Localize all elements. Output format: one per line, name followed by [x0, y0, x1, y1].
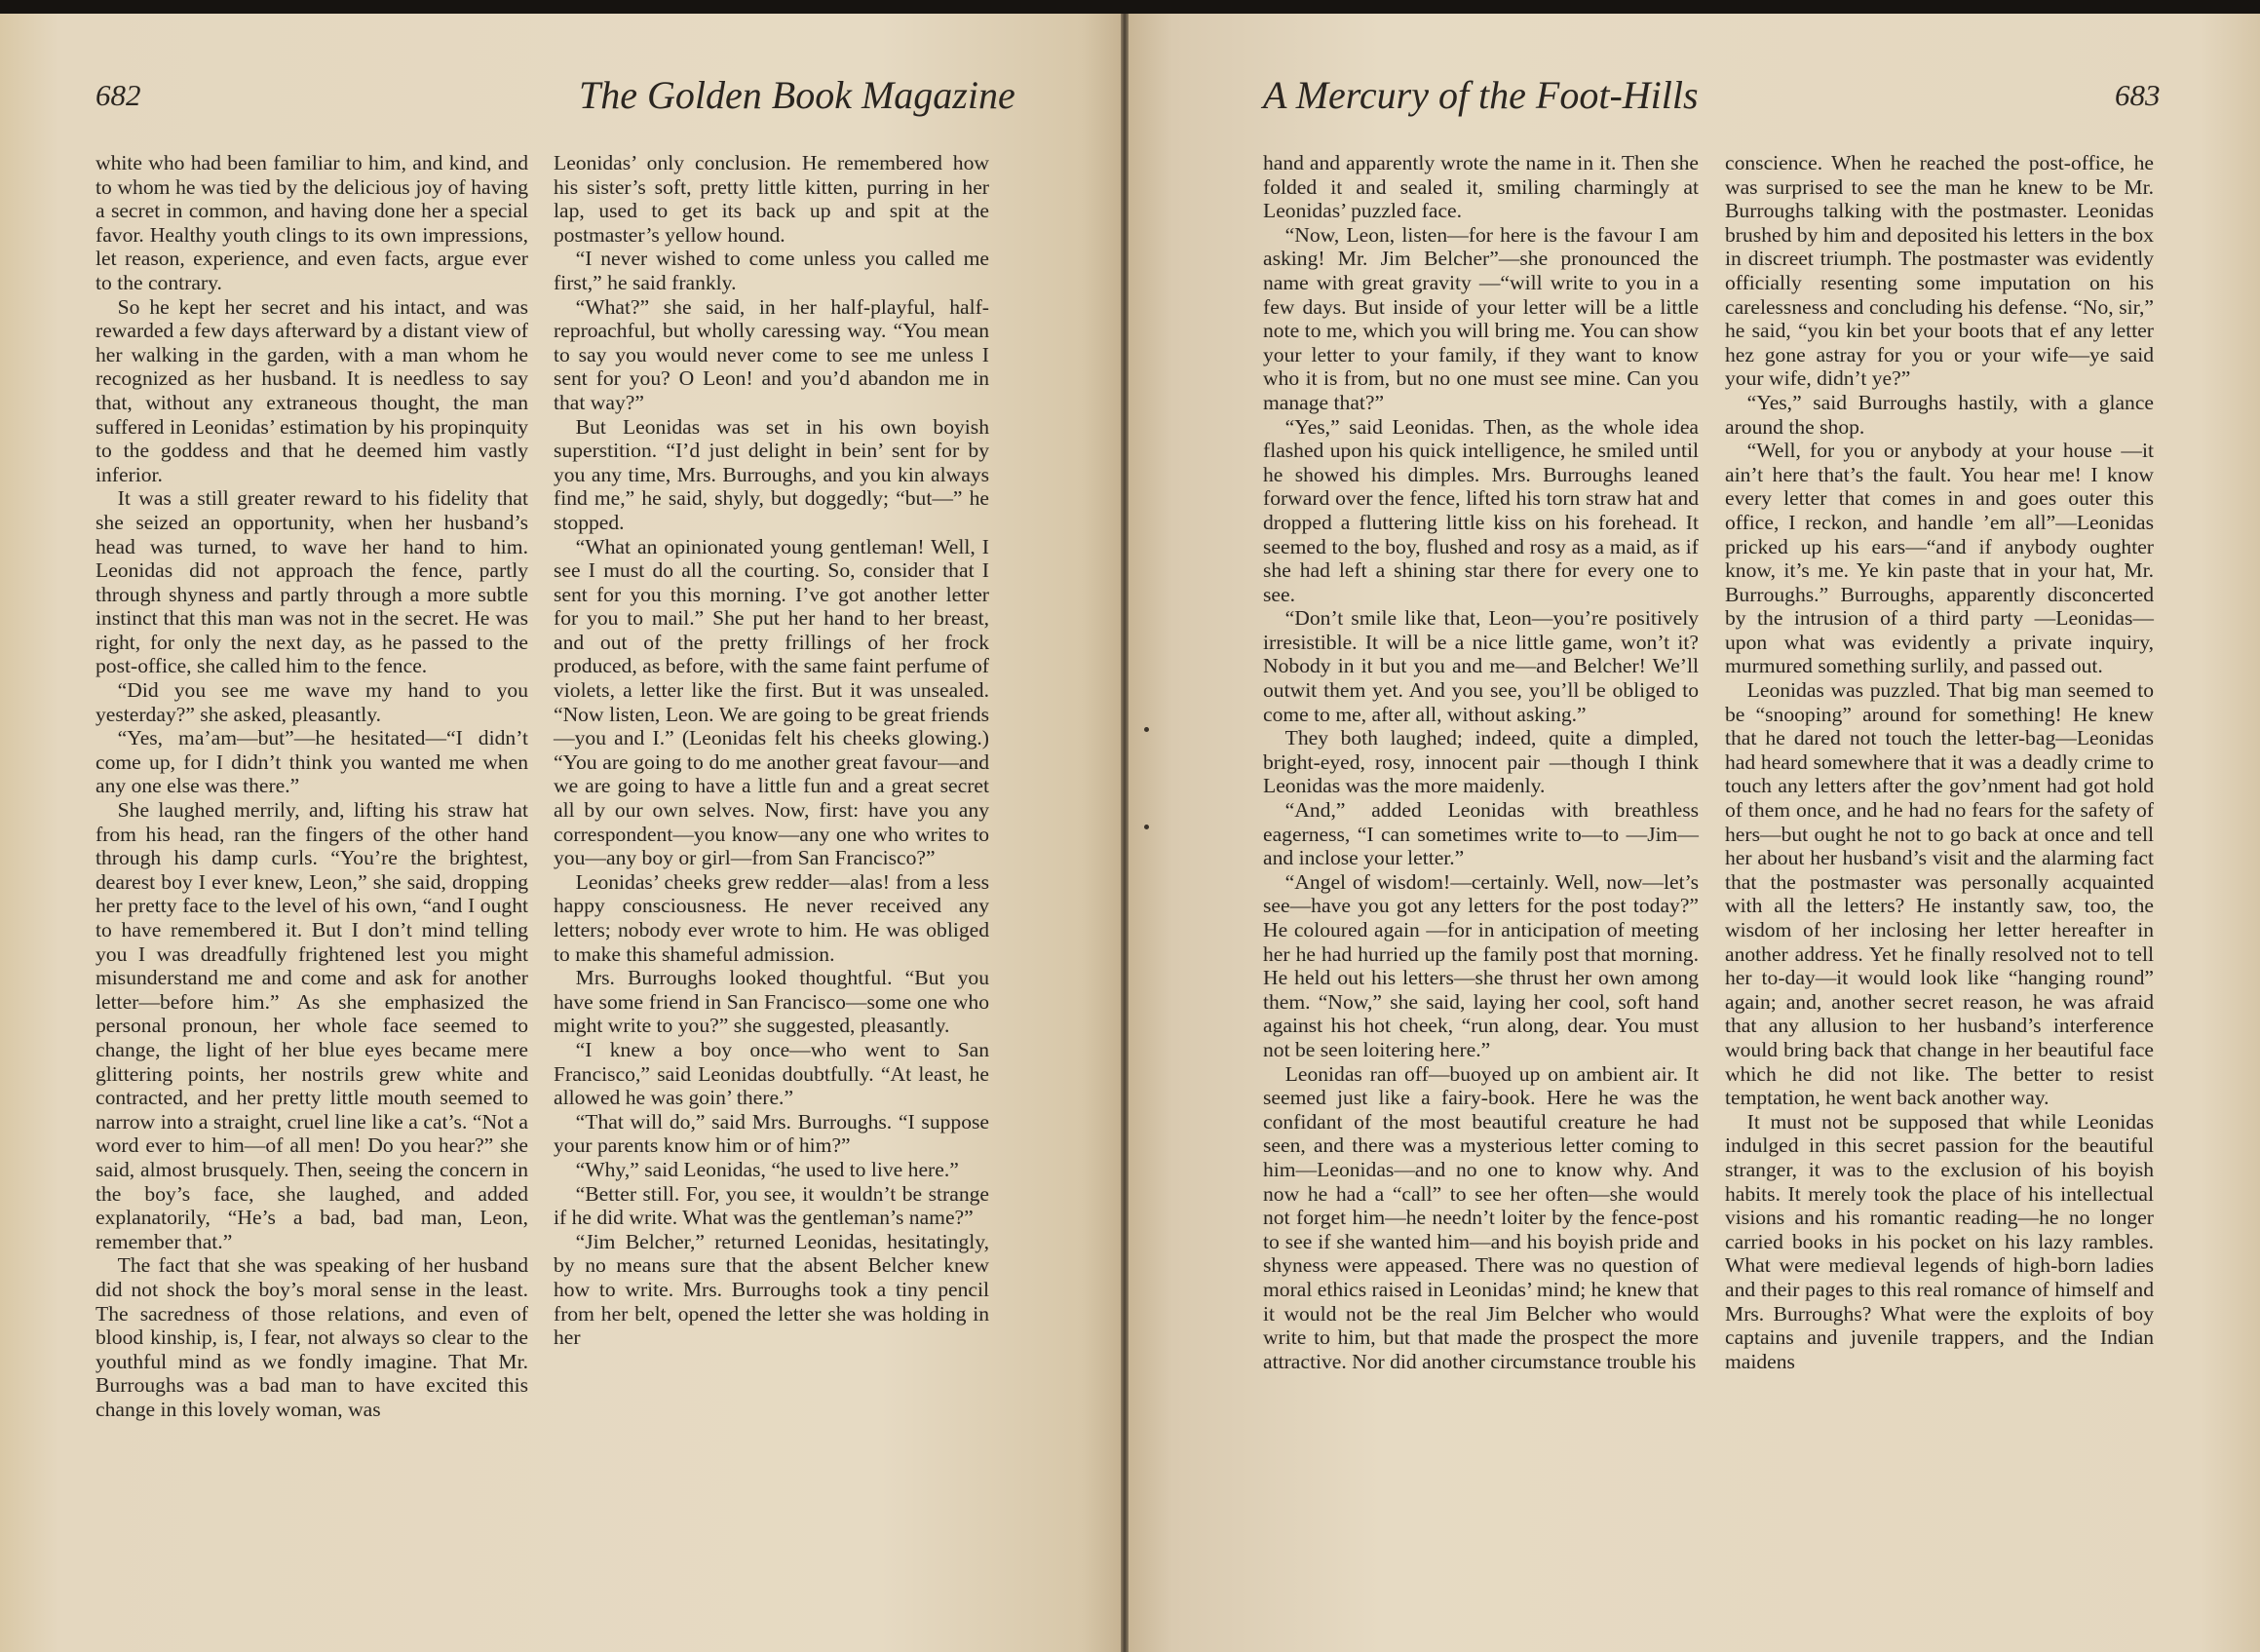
right-page — [1129, 14, 2260, 1652]
paragraph: Leonidas’ only conclusion. He remembered how his sister’s soft, pretty little kitten, purring in her lap, used to get its back up and spit at the postmaster’s yellow hound. — [554, 151, 989, 247]
left-page-column-2 — [554, 151, 989, 1350]
paragraph: Leonidas’ cheeks grew redder—alas! from a less happy consciousness. He never received any letters; nobody ever wrote to him. He was obliged to make this shameful admission. — [554, 869, 989, 966]
paragraph: “I knew a boy once—who went to San Francisco,” said Leonidas doubtfully. “At least, he allowed he was goin’ there.” — [554, 1037, 989, 1110]
paragraph: white who had been familiar to him, and kind, and to whom he was tied by the delicious joy of having a secret in common, and having done her a special favor. Healthy youth clings to its own impressions, let reason, experience, and even facts, argue ever to the contrary. — [96, 151, 528, 294]
paragraph: The fact that she was speaking of her husband did not shock the boy’s moral sense in the least. The sacredness of those relations, and even of blood kinship, is, I fear, not always so clear to the youthful mind as we fondly imagine. That Mr. Burroughs was a bad man to have excited this change in this lovely woman, was — [96, 1253, 528, 1421]
paragraph: “What an opinionated young gentleman! Well, I see I must do all the courting. So, consider that I sent for you this morning. I’ve got another letter for you to mail.” She put her hand to her breast, and out of the pretty frillings of her frock produced, as before, with the same faint perfume of violets, a letter like the first. But it was unsealed. “Now listen, Leon. We are going to be great friends—you and I.” (Leonidas felt his cheeks glowing.) “You are going to do me another great favour—and we are going to have a little fun and a great secret all by our own selves. Now, first: have you any correspondent—you know—any one who writes to you—any boy or girl—from San Francisco?” — [554, 534, 989, 870]
paragraph: “Did you see me wave my hand to you yesterday?” she asked, pleasantly. — [96, 678, 528, 726]
paragraph: hand and apparently wrote the name in it. Then she folded it and sealed it, smiling charmingly at Leonidas’ puzzled face. — [1263, 151, 1699, 223]
paragraph: Mrs. Burroughs looked thoughtful. “But you have some friend in San Francisco—some one who might write to you?” she suggested, pleasantly. — [554, 966, 989, 1038]
paragraph: Leonidas was puzzled. That big man seemed to be “snooping” around for something! He knew that he dared not touch the letter-bag—Leonidas had heard somewhere that it was a deadly crime to touch any letters after the gov’nment had got hold of them once, and he had no fears for the safety of hers—but ought he not to go back at once and tell her about her husband’s visit and the alarming fact that the postmaster was personally acquainted with all the letters? He instantly saw, too, the wisdom of her inclosing her letter hereafter in another address. Yet he finally resolved not to tell her to-day—it would look like “hanging round” again; and, another secret reason, he was afraid that any allusion to her husband’s interference would bring back that change in her beautiful face which he did not like. The better to resist temptation, he went back another way. — [1725, 678, 2154, 1110]
paragraph: “What?” she said, in her half-playful, half-reproachful, but wholly caressing way. “You mean to say you would never come to see me unless I sent for you? O Leon! and you’d abandon me in that way?” — [554, 294, 989, 414]
left-page-number: 682 — [96, 78, 141, 112]
right-page-number: 683 — [2115, 78, 2161, 112]
paragraph: She laughed merrily, and, lifting his straw hat from his head, ran the fingers of the other hand through his damp curls. “You’re the brightest, dearest boy I ever knew, Leon,” she said, dropping her pretty face to the level of his own, “and I ought to have remembered it. But I don’t mind telling you I was dreadfully frightened lest you might misunderstand me and come and ask for another letter—before him.” As she emphasized the personal pronoun, her whole face seemed to change, the light of her blue eyes became mere glittering points, her nostrils grew white and contracted, and her pretty little mouth seemed to narrow into a straight, cruel line like a cat’s. “Not a word ever to him—of all men! Do you hear?” she said, almost brusquely. Then, seeing the concern in the boy’s face, she laughed, and added explanatorily, “He’s a bad, bad man, Leon, remember that.” — [96, 798, 528, 1253]
left-page — [0, 14, 1121, 1652]
binding-hole-mark — [1144, 825, 1149, 829]
paragraph: “Well, for you or anybody at your house —it ain’t here that’s the fault. You hear me! I know every letter that comes in and goes outer this office, I reckon, and handle ’em all”—Leonidas pricked up his ears—“and if anybody oughter know, it’s me. Ye kin paste that in your hat, Mr. Burroughs.” Burroughs, apparently disconcerted by the intrusion of a third party —Leonidas—upon what was evidently a private inquiry, murmured something surlily, and passed out. — [1725, 439, 2154, 678]
paragraph: “Better still. For, you see, it wouldn’t be strange if he did write. What was the gentleman’s name?” — [554, 1181, 989, 1230]
right-page-column-1 — [1263, 151, 1699, 1373]
paragraph: It must not be supposed that while Leonidas indulged in this secret passion for the beautiful stranger, it was to the exclusion of his boyish habits. It merely took the place of his intellectual visions and his romantic reading—he no longer carried books in his pocket on his lazy rambles. What were medieval legends of high-born ladies and their pages to this real romance of himself and Mrs. Burroughs? What were the exploits of boy captains and juvenile trappers, and the Indian maidens — [1725, 1109, 2154, 1373]
left-page-column-1 — [96, 151, 528, 1421]
paragraph: “That will do,” said Mrs. Burroughs. “I suppose your parents know him or of him?” — [554, 1109, 989, 1158]
book-gutter — [1121, 14, 1129, 1652]
paragraph: So he kept her secret and his intact, and was rewarded a few days afterward by a distant view of her walking in the garden, with a man whom he recognized as her husband. It is needless to say that, without any extraneous thought, the man suffered in Leonidas’ estimation by his propinquity to the goddess and that he deemed him vastly inferior. — [96, 294, 528, 486]
paragraph: “Angel of wisdom!—certainly. Well, now—let’s see—have you got any letters for the post today?” He coloured again —for in anticipation of meeting her he had hurried up the family post that morning. He held out his letters—she thrust her own among them. “Now,” she said, laying her cool, soft hand against his hot cheek, “run along, dear. You must not be seen loitering here.” — [1263, 869, 1699, 1061]
paragraph: Leonidas ran off—buoyed up on ambient air. It seemed just like a fairy-book. Here he was the confidant of the most beautiful creature he had seen, and there was a mysterious letter coming to him—Leonidas—and no one to know why. And now he had a “call” to see her often—she would not forget him—he needn’t loiter by the fence-post to see if she wanted him—and his boyish pride and shyness were appeased. There was no question of moral ethics raised in Leonidas’ mind; he knew that it would not be the real Jim Belcher who would write to him, but that made the prospect the more attractive. Nor did another circumstance trouble his — [1263, 1061, 1699, 1373]
paragraph: conscience. When he reached the post-office, he was surprised to see the man he knew to be Mr. Burroughs talking with the postmaster. Leonidas brushed by him and deposited his letters in the box in discreet triumph. The postmaster was evidently officially resenting some imputation on his carelessness and concluding his defense. “No, sir,” he said, “you kin bet your boots that ef any letter hez gone astray for you or your wife—ye said your wife, didn’t ye?” — [1725, 151, 2154, 391]
paragraph: “And,” added Leonidas with breathless eagerness, “I can sometimes write to—to —Jim—and inclose your letter.” — [1263, 798, 1699, 870]
binding-hole-mark — [1144, 727, 1149, 732]
paragraph: “Now, Leon, listen—for here is the favour I am asking! Mr. Jim Belcher”—she pronounced the name with great gravity —“will write to you in a few days. But inside of your letter will be a little note to me, which you will bring me. You can show your letter to your family, if they want to know who it is from, but no one must see mine. Can you manage that?” — [1263, 222, 1699, 414]
paragraph: “Yes, ma’am—but”—he hesitated—“I didn’t come up, for I didn’t think you wanted me when any one else was there.” — [96, 726, 528, 798]
right-running-head: A Mercury of the Foot-Hills — [1263, 73, 1699, 117]
paragraph: It was a still greater reward to his fidelity that she seized an opportunity, when her husband’s head was turned, to wave her hand to him. Leonidas did not approach the fence, partly through shyness and partly through a more subtle instinct that this man was not in the secret. He was right, for only the next day, as he passed to the post-office, she called him to the fence. — [96, 486, 528, 678]
paragraph: “Yes,” said Burroughs hastily, with a glance around the shop. — [1725, 390, 2154, 439]
paragraph: “Don’t smile like that, Leon—you’re positively irresistible. It will be a nice little game, won’t it? Nobody in it but you and me—and Belcher! We’ll outwit them yet. And you see, you’ll be obliged to come to me, after all, without asking.” — [1263, 606, 1699, 726]
paragraph: “Why,” said Leonidas, “he used to live here.” — [575, 1157, 959, 1181]
left-running-head: The Golden Book Magazine — [579, 73, 1015, 117]
right-page-column-2 — [1725, 151, 2154, 1373]
paragraph: “I never wished to come unless you called me first,” he said frankly. — [554, 247, 989, 294]
paragraph: “Jim Belcher,” returned Leonidas, hesitatingly, by no means sure that the absent Belcher knew how to write. Mrs. Burroughs took a tiny pencil from her belt, opened the letter she was holding in her — [554, 1229, 989, 1350]
paragraph: But Leonidas was set in his own boyish superstition. “I’d just delight in bein’ sent for by you any time, Mrs. Burroughs, and you kin always find me,” he said, shyly, but doggedly; “but—” he stopped. — [554, 414, 989, 534]
scan-top-edge — [0, 0, 2260, 14]
paragraph: They both laughed; indeed, quite a dimpled, bright-eyed, rosy, innocent pair —though I think Leonidas was the more maidenly. — [1263, 726, 1699, 798]
paragraph: “Yes,” said Leonidas. Then, as the whole idea flashed upon his quick intelligence, he smiled until he showed his dimples. Mrs. Burroughs leaned forward over the fence, lifted his torn straw hat and dropped a fluttering little kiss on his forehead. It seemed to the boy, flushed and rosy as a maid, as if she had left a shining star there for every one to see. — [1263, 414, 1699, 606]
